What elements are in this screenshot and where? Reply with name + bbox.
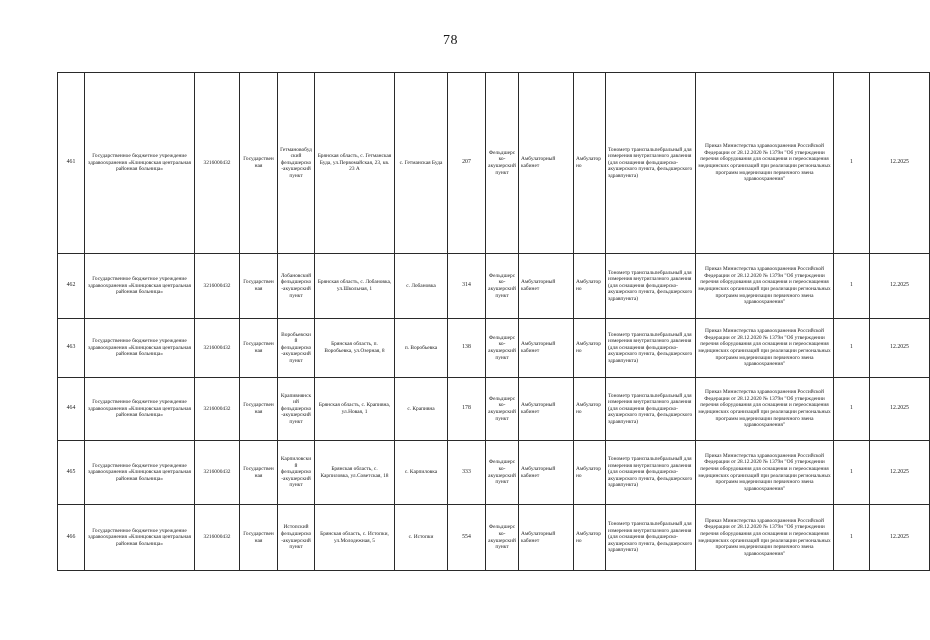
address-cell: Брянская область, с. Лобановка, ул.Школьная, 1 bbox=[315, 254, 395, 319]
deadline-cell: 12.2025 bbox=[870, 378, 930, 441]
ownership-cell: Государственная bbox=[240, 254, 278, 319]
inn-cell: 3216000432 bbox=[195, 378, 240, 441]
facility-type-cell: Фельдшерско-акушерский пункт bbox=[486, 378, 519, 441]
facility-cell: Крапивнянский фельдшерско-акушерский пункт bbox=[278, 378, 315, 441]
order-cell: Приказ Министерства здравоохранения Российской Федерации от 28.12.2020 № 1379н "Об утверждении перечня оборудования для оснащения и переоснащения медицинских организаций при реализации региональных программ модернизации первичного звена здравоохранения" bbox=[696, 441, 834, 505]
care-type-cell: Амбулаторно bbox=[574, 73, 606, 254]
unit-cell: Амбулаторный кабинет bbox=[519, 505, 574, 571]
inn-cell: 3216000432 bbox=[195, 505, 240, 571]
quantity-cell: 1 bbox=[834, 378, 870, 441]
settlement-cell: с. Крапивна bbox=[395, 378, 448, 441]
table-row bbox=[58, 441, 930, 505]
institution-cell: Государственное бюджетное учреждение здравоохранения «Клинцовская центральная районная больница» bbox=[85, 378, 195, 441]
equipment-cell: Тонометр транспальпебральный для измерения внутриглазного давления (для оснащения фельдшерско-акушерского пункта, фельдшерского здравпункта) bbox=[606, 319, 696, 378]
address-cell: Брянская область, п. Воробьевка, ул.Озерная, 8 bbox=[315, 319, 395, 378]
inn-cell: 3216000432 bbox=[195, 441, 240, 505]
institution-cell: Государственное бюджетное учреждение здравоохранения «Клинцовская центральная районная больница» bbox=[85, 319, 195, 378]
deadline-cell: 12.2025 bbox=[870, 73, 930, 254]
facility-type-cell: Фельдшерско-акушерский пункт bbox=[486, 73, 519, 254]
population-cell: 554 bbox=[448, 505, 486, 571]
settlement-cell: с. Гетманская Буда bbox=[395, 73, 448, 254]
page-number: 78 bbox=[443, 33, 458, 48]
unit-cell: Амбулаторный кабинет bbox=[519, 73, 574, 254]
deadline-cell: 12.2025 bbox=[870, 441, 930, 505]
facility-cell: Гетмановобудский фельдшерско-акушерский пункт bbox=[278, 73, 315, 254]
facility-type-cell: Фельдшерско-акушерский пункт bbox=[486, 319, 519, 378]
ownership-cell: Государственная bbox=[240, 319, 278, 378]
institution-cell: Государственное бюджетное учреждение здравоохранения «Клинцовская центральная районная больница» bbox=[85, 505, 195, 571]
row-number-cell: 466 bbox=[58, 505, 85, 571]
address-cell: Брянская область, с. Истопки, ул.Молодежная, 5 bbox=[315, 505, 395, 571]
facility-type-cell: Фельдшерско-акушерский пункт bbox=[486, 254, 519, 319]
deadline-cell: 12.2025 bbox=[870, 319, 930, 378]
row-number-cell: 465 bbox=[58, 441, 85, 505]
row-number-cell: 461 bbox=[58, 73, 85, 254]
population-cell: 333 bbox=[448, 441, 486, 505]
population-cell: 138 bbox=[448, 319, 486, 378]
care-type-cell: Амбулаторно bbox=[574, 378, 606, 441]
population-cell: 314 bbox=[448, 254, 486, 319]
institution-cell: Государственное бюджетное учреждение здравоохранения «Клинцовская центральная районная больница» bbox=[85, 73, 195, 254]
unit-cell: Амбулаторный кабинет bbox=[519, 378, 574, 441]
institution-cell: Государственное бюджетное учреждение здравоохранения «Клинцовская центральная районная больница» bbox=[85, 254, 195, 319]
deadline-cell: 12.2025 bbox=[870, 505, 930, 571]
order-cell: Приказ Министерства здравоохранения Российской Федерации от 28.12.2020 № 1379н "Об утверждении перечня оборудования для оснащения и переоснащения медицинских организаций при реализации региональных программ модернизации первичного звена здравоохранения" bbox=[696, 378, 834, 441]
settlement-cell: п. Воробьевка bbox=[395, 319, 448, 378]
equipment-registry-table bbox=[57, 72, 930, 571]
facility-cell: Лобановский фельдшерско-акушерский пункт bbox=[278, 254, 315, 319]
row-number-cell: 462 bbox=[58, 254, 85, 319]
facility-cell: Карпиловский фельдшерско-акушерский пункт bbox=[278, 441, 315, 505]
unit-cell: Амбулаторный кабинет bbox=[519, 319, 574, 378]
settlement-cell: с. Лобановка bbox=[395, 254, 448, 319]
equipment-cell: Тонометр транспальпебральный для измерения внутриглазного давления (для оснащения фельдшерско-акушерского пункта, фельдшерского здравпункта) bbox=[606, 441, 696, 505]
equipment-cell: Тонометр транспальпебральный для измерения внутриглазного давления (для оснащения фельдшерско-акушерского пункта, фельдшерского здравпункта) bbox=[606, 254, 696, 319]
order-cell: Приказ Министерства здравоохранения Российской Федерации от 28.12.2020 № 1379н "Об утверждении перечня оборудования для оснащения и переоснащения медицинских организаций при реализации региональных программ модернизации первичного звена здравоохранения" bbox=[696, 73, 834, 254]
inn-cell: 3216000432 bbox=[195, 254, 240, 319]
address-cell: Брянская область, с. Гетманская Буда, ул.Первомайская, 23, кв. 23 А bbox=[315, 73, 395, 254]
ownership-cell: Государственная bbox=[240, 505, 278, 571]
ownership-cell: Государственная bbox=[240, 73, 278, 254]
settlement-cell: с. Карпиловка bbox=[395, 441, 448, 505]
facility-type-cell: Фельдшерско-акушерский пункт bbox=[486, 505, 519, 571]
population-cell: 207 bbox=[448, 73, 486, 254]
ownership-cell: Государственная bbox=[240, 378, 278, 441]
order-cell: Приказ Министерства здравоохранения Российской Федерации от 28.12.2020 № 1379н "Об утверждении перечня оборудования для оснащения и переоснащения медицинских организаций при реализации региональных программ модернизации первичного звена здравоохранения" bbox=[696, 319, 834, 378]
quantity-cell: 1 bbox=[834, 441, 870, 505]
quantity-cell: 1 bbox=[834, 73, 870, 254]
facility-cell: Воробьевский фельдшерско-акушерский пункт bbox=[278, 319, 315, 378]
ownership-cell: Государственная bbox=[240, 441, 278, 505]
unit-cell: Амбулаторный кабинет bbox=[519, 254, 574, 319]
table-row bbox=[58, 319, 930, 378]
table-row bbox=[58, 73, 930, 254]
table-row bbox=[58, 378, 930, 441]
facility-cell: Истопский фельдшерско-акушерский пункт bbox=[278, 505, 315, 571]
inn-cell: 3216000432 bbox=[195, 319, 240, 378]
table-row bbox=[58, 505, 930, 571]
quantity-cell: 1 bbox=[834, 505, 870, 571]
row-number-cell: 464 bbox=[58, 378, 85, 441]
care-type-cell: Амбулаторно bbox=[574, 505, 606, 571]
institution-cell: Государственное бюджетное учреждение здравоохранения «Клинцовская центральная районная больница» bbox=[85, 441, 195, 505]
address-cell: Брянская область, с. Карпиловка, ул.Советская, 18 bbox=[315, 441, 395, 505]
unit-cell: Амбулаторный кабинет bbox=[519, 441, 574, 505]
deadline-cell: 12.2025 bbox=[870, 254, 930, 319]
table-row bbox=[58, 254, 930, 319]
address-cell: Брянская область, с. Крапивна, ул.Новая, 1 bbox=[315, 378, 395, 441]
equipment-cell: Тонометр транспальпебральный для измерения внутриглазного давления (для оснащения фельдшерско-акушерского пункта, фельдшерского здравпункта) bbox=[606, 378, 696, 441]
care-type-cell: Амбулаторно bbox=[574, 319, 606, 378]
equipment-cell: Тонометр транспальпебральный для измерения внутриглазного давления (для оснащения фельдшерско-акушерского пункта, фельдшерского здравпункта) bbox=[606, 73, 696, 254]
equipment-cell: Тонометр транспальпебральный для измерения внутриглазного давления (для оснащения фельдшерско-акушерского пункта, фельдшерского здравпункта) bbox=[606, 505, 696, 571]
quantity-cell: 1 bbox=[834, 319, 870, 378]
population-cell: 178 bbox=[448, 378, 486, 441]
row-number-cell: 463 bbox=[58, 319, 85, 378]
facility-type-cell: Фельдшерско-акушерский пункт bbox=[486, 441, 519, 505]
quantity-cell: 1 bbox=[834, 254, 870, 319]
care-type-cell: Амбулаторно bbox=[574, 441, 606, 505]
inn-cell: 3216000432 bbox=[195, 73, 240, 254]
order-cell: Приказ Министерства здравоохранения Российской Федерации от 28.12.2020 № 1379н "Об утверждении перечня оборудования для оснащения и переоснащения медицинских организаций при реализации региональных программ модернизации первичного звена здравоохранения" bbox=[696, 505, 834, 571]
care-type-cell: Амбулаторно bbox=[574, 254, 606, 319]
settlement-cell: с. Истопки bbox=[395, 505, 448, 571]
order-cell: Приказ Министерства здравоохранения Российской Федерации от 28.12.2020 № 1379н "Об утверждении перечня оборудования для оснащения и переоснащения медицинских организаций при реализации региональных программ модернизации первичного звена здравоохранения" bbox=[696, 254, 834, 319]
